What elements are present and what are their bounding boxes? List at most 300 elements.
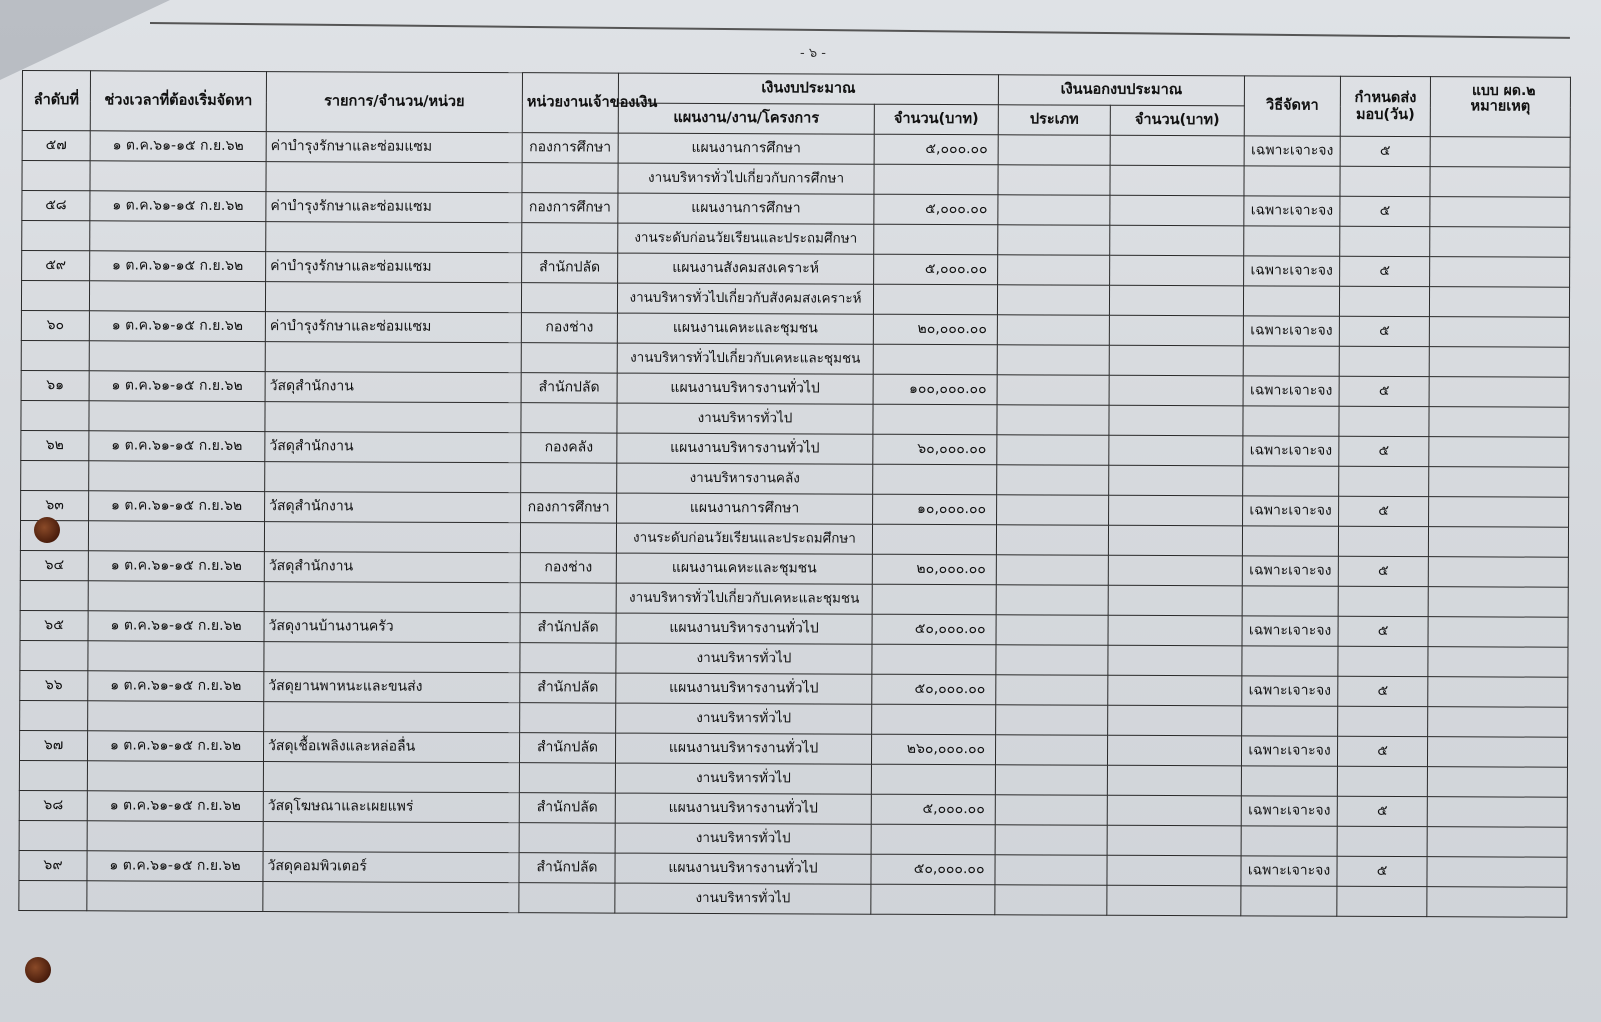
empty-cell [265, 282, 521, 313]
row-item: วัสดุงานบ้านงานครัว [264, 612, 520, 643]
row-amount: ๕,๐๐๐.๐๐ [874, 194, 998, 225]
empty-cell [88, 521, 264, 552]
row-period: ๑ ต.ค.๖๑-๑๕ ก.ย.๖๒ [89, 311, 265, 342]
empty-cell [1428, 587, 1568, 618]
empty-cell [519, 883, 615, 913]
row-owner: สำนักปลัด [520, 613, 616, 643]
empty-cell [1339, 286, 1429, 316]
row-method: เฉพาะเจาะจง [1243, 436, 1339, 466]
row-seq: ๕๘ [22, 191, 90, 221]
empty-cell [88, 641, 264, 672]
empty-cell [521, 403, 617, 433]
empty-cell [1338, 586, 1428, 616]
empty-cell [995, 825, 1107, 855]
empty-cell [264, 582, 520, 613]
empty-cell [1243, 406, 1339, 436]
row-owner: กองการศึกษา [522, 193, 618, 223]
row-sub-task: งานระดับก่อนวัยเรียนและประถมศึกษา [616, 523, 872, 554]
empty-cell [1108, 585, 1242, 616]
empty-cell [996, 645, 1108, 675]
row-plan: แผนงานบริหารงานทั่วไป [616, 613, 872, 644]
row-seq: ๖๘ [19, 790, 87, 820]
empty-cell [21, 340, 89, 370]
row-nonbudget-type [998, 195, 1110, 225]
empty-cell [520, 523, 616, 553]
row-nonbudget-type [997, 435, 1109, 465]
row-seq: ๕๙ [22, 251, 90, 281]
row-remark [1429, 437, 1569, 468]
row-owner: สำนักปลัด [521, 373, 617, 403]
row-remark [1429, 497, 1569, 528]
header-nonbudget-type: ประเภท [998, 105, 1110, 135]
row-amount: ๕,๐๐๐.๐๐ [874, 254, 998, 285]
empty-cell [521, 463, 617, 493]
row-seq: ๖๒ [21, 430, 89, 460]
row-delivery: ๕ [1339, 496, 1429, 526]
row-nonbudget-amount [1108, 555, 1242, 586]
punch-hole [34, 517, 60, 543]
row-method: เฉพาะเจาะจง [1243, 316, 1339, 346]
row-nonbudget-amount [1109, 315, 1243, 346]
empty-cell [1338, 706, 1428, 736]
header-method: วิธีจัดหา [1244, 76, 1340, 136]
empty-cell [996, 585, 1108, 615]
row-item: วัสดุโฆษณาและเผยแพร่ [263, 792, 519, 823]
empty-cell [1340, 166, 1430, 196]
empty-cell [1428, 707, 1568, 738]
row-owner: สำนักปลัด [519, 733, 615, 763]
empty-cell [519, 823, 615, 853]
empty-cell [19, 820, 87, 850]
empty-cell [1427, 767, 1567, 798]
row-sub-task: งานบริหารทั่วไป [615, 883, 871, 914]
row-remark [1428, 557, 1568, 588]
empty-cell [20, 700, 88, 730]
empty-cell [873, 464, 997, 495]
empty-cell [87, 881, 263, 912]
row-delivery: ๕ [1340, 136, 1430, 166]
row-method: เฉพาะเจาะจง [1244, 136, 1340, 166]
empty-cell [1242, 586, 1338, 616]
header-delivery: กำหนดส่งมอบ(วัน) [1340, 76, 1430, 136]
row-plan: แผนงานการศึกษา [618, 133, 874, 164]
empty-cell [997, 285, 1109, 315]
row-remark [1428, 737, 1568, 768]
row-nonbudget-amount [1107, 735, 1241, 766]
header-budget-amount: จำนวน(บาท) [874, 104, 998, 135]
empty-cell [1339, 406, 1429, 436]
row-delivery: ๕ [1340, 196, 1430, 226]
empty-cell [522, 223, 618, 253]
empty-cell [1337, 766, 1427, 796]
row-method: เฉพาะเจาะจง [1242, 676, 1338, 706]
header-seq: ลำดับที่ [22, 71, 90, 131]
empty-cell [1109, 285, 1243, 316]
row-sub-task: งานบริหารทั่วไปเกี่ยวกับสังคมสงเคราะห์ [617, 283, 873, 314]
empty-cell [1428, 527, 1568, 558]
empty-cell [1108, 525, 1242, 556]
row-sub-task: งานบริหารทั่วไป [616, 703, 872, 734]
row-delivery: ๕ [1340, 256, 1430, 286]
row-method: เฉพาะเจาะจง [1241, 856, 1337, 886]
row-nonbudget-type [995, 795, 1107, 825]
empty-cell [995, 765, 1107, 795]
empty-cell [263, 762, 519, 793]
row-owner: กองการศึกษา [521, 493, 617, 523]
empty-cell [1244, 166, 1340, 196]
procurement-table [18, 70, 1571, 918]
row-remark [1427, 797, 1567, 828]
empty-cell [1429, 407, 1569, 438]
row-item: วัสดุสำนักงาน [264, 552, 520, 583]
row-nonbudget-amount [1109, 375, 1243, 406]
empty-cell [1109, 405, 1243, 436]
row-delivery: ๕ [1339, 316, 1429, 346]
row-delivery: ๕ [1339, 436, 1429, 466]
empty-cell [873, 404, 997, 435]
empty-cell [263, 822, 519, 853]
page-number: - ๖ - [800, 46, 826, 61]
empty-cell [998, 225, 1110, 255]
row-seq: ๖๗ [19, 730, 87, 760]
row-period: ๑ ต.ค.๖๑-๑๕ ก.ย.๖๒ [90, 191, 266, 222]
empty-cell [1241, 766, 1337, 796]
row-remark [1428, 677, 1568, 708]
empty-cell [1338, 646, 1428, 676]
row-seq: ๖๙ [19, 850, 87, 880]
row-owner: สำนักปลัด [519, 793, 615, 823]
empty-cell [265, 342, 521, 373]
row-owner: กองการศึกษา [522, 133, 618, 163]
empty-cell [1430, 167, 1570, 198]
row-period: ๑ ต.ค.๖๑-๑๕ ก.ย.๖๒ [87, 791, 263, 822]
empty-cell [520, 703, 616, 733]
row-delivery: ๕ [1338, 556, 1428, 586]
empty-cell [1109, 345, 1243, 376]
empty-cell [22, 221, 90, 251]
row-seq: ๖๑ [21, 370, 89, 400]
empty-cell [87, 821, 263, 852]
empty-cell [1429, 467, 1569, 498]
empty-cell [265, 462, 521, 493]
empty-cell [520, 583, 616, 613]
empty-cell [997, 345, 1109, 375]
empty-cell [1107, 885, 1241, 916]
row-nonbudget-type [997, 315, 1109, 345]
row-sub-task: งานบริหารทั่วไป [617, 403, 873, 434]
row-amount: ๑๐,๐๐๐.๐๐ [873, 494, 997, 525]
row-owner: กองช่าง [521, 313, 617, 343]
row-nonbudget-amount [1108, 615, 1242, 646]
row-nonbudget-type [998, 135, 1110, 165]
empty-cell [1108, 705, 1242, 736]
row-item: ค่าบำรุงรักษาและซ่อมแซม [266, 252, 522, 283]
empty-cell [873, 344, 997, 375]
empty-cell [1337, 886, 1427, 916]
row-plan: แผนงานเคหะและชุมชน [617, 313, 873, 344]
row-period: ๑ ต.ค.๖๑-๑๕ ก.ย.๖๒ [89, 431, 265, 462]
row-method: เฉพาะเจาะจง [1242, 616, 1338, 646]
row-amount: ๑๐๐,๐๐๐.๐๐ [873, 374, 997, 405]
row-method: เฉพาะเจาะจง [1244, 196, 1340, 226]
row-seq: ๖๐ [21, 310, 89, 340]
empty-cell [1242, 526, 1338, 556]
empty-cell [20, 580, 88, 610]
row-nonbudget-type [998, 255, 1110, 285]
row-nonbudget-amount [1110, 135, 1244, 166]
empty-cell [1429, 287, 1569, 318]
row-plan: แผนงานบริหารงานทั่วไป [616, 673, 872, 704]
empty-cell [1338, 526, 1428, 556]
row-sub-task: งานระดับก่อนวัยเรียนและประถมศึกษา [618, 223, 874, 254]
empty-cell [1243, 346, 1339, 376]
row-period: ๑ ต.ค.๖๑-๑๕ ก.ย.๖๒ [87, 731, 263, 762]
row-amount: ๖๐,๐๐๐.๐๐ [873, 434, 997, 465]
empty-cell [265, 402, 521, 433]
table-body [19, 131, 1570, 918]
empty-cell [1339, 466, 1429, 496]
empty-cell [266, 222, 522, 253]
row-delivery: ๕ [1339, 376, 1429, 406]
row-owner: กองช่าง [520, 553, 616, 583]
row-nonbudget-amount [1107, 795, 1241, 826]
empty-cell [1244, 226, 1340, 256]
punch-hole [25, 957, 51, 983]
empty-cell [21, 460, 89, 490]
header-item: รายการ/จำนวน/หน่วย [266, 72, 522, 133]
empty-cell [1430, 227, 1570, 258]
row-delivery: ๕ [1338, 736, 1428, 766]
row-item: ค่าบำรุงรักษาและซ่อมแซม [266, 192, 522, 223]
empty-cell [21, 281, 89, 311]
row-sub-task: งานบริหารทั่วไป [616, 643, 872, 674]
row-period: ๑ ต.ค.๖๑-๑๕ ก.ย.๖๒ [88, 671, 264, 702]
row-period: ๑ ต.ค.๖๑-๑๕ ก.ย.๖๒ [87, 851, 263, 882]
row-method: เฉพาะเจาะจง [1244, 256, 1340, 286]
row-item: ค่าบำรุงรักษาและซ่อมแซม [265, 312, 521, 343]
row-nonbudget-amount [1109, 495, 1243, 526]
row-period: ๑ ต.ค.๖๑-๑๕ ก.ย.๖๒ [90, 251, 266, 282]
empty-cell [1243, 466, 1339, 496]
row-period: ๑ ต.ค.๖๑-๑๕ ก.ย.๖๒ [88, 551, 264, 582]
row-method: เฉพาะเจาะจง [1243, 376, 1339, 406]
empty-cell [21, 400, 89, 430]
empty-cell [1242, 646, 1338, 676]
empty-cell [874, 224, 998, 255]
row-nonbudget-amount [1110, 255, 1244, 286]
row-nonbudget-type [996, 615, 1108, 645]
row-plan: แผนงานเคหะและชุมชน [616, 553, 872, 584]
header-owner: หน่วยงานเจ้าของเงิน [522, 73, 618, 133]
empty-cell [1241, 826, 1337, 856]
row-seq: ๖๖ [20, 670, 88, 700]
row-amount: ๕,๐๐๐.๐๐ [871, 794, 995, 825]
empty-cell [90, 161, 266, 192]
row-item: วัสดุคอมพิวเตอร์ [263, 852, 519, 883]
empty-cell [519, 763, 615, 793]
row-owner: สำนักปลัด [519, 853, 615, 883]
empty-cell [1109, 465, 1243, 496]
table-subrow [19, 880, 1567, 917]
row-nonbudget-type [995, 735, 1107, 765]
empty-cell [998, 165, 1110, 195]
empty-cell [1427, 827, 1567, 858]
header-nonbudget-amount: จำนวน(บาท) [1110, 105, 1244, 136]
empty-cell [19, 880, 87, 910]
procurement-plan-sheet [18, 70, 1570, 918]
row-sub-task: งานบริหารทั่วไป [615, 763, 871, 794]
row-delivery: ๕ [1338, 616, 1428, 646]
row-seq: ๖๓ [21, 490, 89, 520]
row-amount: ๕๐,๐๐๐.๐๐ [872, 674, 996, 705]
empty-cell [1243, 286, 1339, 316]
header-remark: หมายเหตุ [1430, 77, 1570, 138]
row-period: ๑ ต.ค.๖๑-๑๕ ก.ย.๖๒ [90, 131, 266, 162]
row-owner: สำนักปลัด [522, 253, 618, 283]
row-plan: แผนงานบริหารงานทั่วไป [615, 793, 871, 824]
empty-cell [1108, 645, 1242, 676]
empty-cell [1107, 825, 1241, 856]
row-method: เฉพาะเจาะจง [1242, 556, 1338, 586]
row-remark [1430, 257, 1570, 288]
row-period: ๑ ต.ค.๖๑-๑๕ ก.ย.๖๒ [88, 611, 264, 642]
row-sub-task: งานบริหารทั่วไปเกี่ยวกับเคหะและชุมชน [617, 343, 873, 374]
empty-cell [88, 581, 264, 612]
row-sub-task: งานบริหารทั่วไปเกี่ยวกับเคหะและชุมชน [616, 583, 872, 614]
row-amount: ๕๐,๐๐๐.๐๐ [871, 854, 995, 885]
empty-cell [997, 465, 1109, 495]
row-period: ๑ ต.ค.๖๑-๑๕ ก.ย.๖๒ [89, 371, 265, 402]
row-nonbudget-type [997, 375, 1109, 405]
row-method: เฉพาะเจาะจง [1241, 796, 1337, 826]
empty-cell [89, 341, 265, 372]
empty-cell [1110, 165, 1244, 196]
row-item: วัสดุเชื้อเพลิงและหล่อลื่น [263, 732, 519, 763]
row-seq: ๖๔ [20, 550, 88, 580]
empty-cell [1428, 647, 1568, 678]
row-method: เฉพาะเจาะจง [1242, 736, 1338, 766]
row-plan: แผนงานสังคมสงเคราะห์ [618, 253, 874, 284]
empty-cell [19, 760, 87, 790]
empty-cell [520, 643, 616, 673]
row-remark [1427, 857, 1567, 888]
row-remark [1430, 137, 1570, 168]
row-item: วัสดุสำนักงาน [265, 492, 521, 523]
row-remark [1429, 317, 1569, 348]
row-nonbudget-amount [1107, 855, 1241, 886]
row-amount: ๒๐,๐๐๐.๐๐ [872, 554, 996, 585]
empty-cell [995, 885, 1107, 915]
row-remark [1429, 377, 1569, 408]
empty-cell [1429, 347, 1569, 378]
empty-cell [1241, 886, 1337, 916]
header-budget: เงินงบประมาณ [618, 73, 998, 105]
empty-cell [521, 283, 617, 313]
empty-cell [1337, 826, 1427, 856]
empty-cell [22, 161, 90, 191]
row-item: วัสดุสำนักงาน [265, 432, 521, 463]
empty-cell [87, 761, 263, 792]
empty-cell [264, 522, 520, 553]
row-nonbudget-type [996, 555, 1108, 585]
empty-cell [1110, 225, 1244, 256]
header-nonbudget: เงินนอกงบประมาณ [998, 75, 1244, 106]
row-nonbudget-type [995, 855, 1107, 885]
row-method: เฉพาะเจาะจง [1243, 496, 1339, 526]
empty-cell [1427, 887, 1567, 918]
empty-cell [873, 284, 997, 315]
row-item: ค่าบำรุงรักษาและซ่อมแซม [266, 132, 522, 163]
row-delivery: ๕ [1337, 796, 1427, 826]
row-amount: ๒๐,๐๐๐.๐๐ [873, 314, 997, 345]
row-owner: กองคลัง [521, 433, 617, 463]
row-seq: ๕๗ [22, 131, 90, 161]
form-code: แบบ ผด.๒ [1472, 83, 1536, 99]
empty-cell [522, 163, 618, 193]
row-seq: ๖๕ [20, 610, 88, 640]
row-delivery: ๕ [1338, 676, 1428, 706]
row-nonbudget-type [996, 675, 1108, 705]
empty-cell [263, 882, 519, 913]
row-nonbudget-amount [1110, 195, 1244, 226]
row-item: วัสดุสำนักงาน [265, 372, 521, 403]
empty-cell [266, 162, 522, 193]
row-remark [1430, 197, 1570, 228]
empty-cell [264, 642, 520, 673]
row-plan: แผนงานบริหารงานทั่วไป [617, 433, 873, 464]
row-amount: ๒๖๐,๐๐๐.๐๐ [871, 734, 995, 765]
empty-cell [89, 461, 265, 492]
empty-cell [871, 824, 995, 855]
empty-cell [89, 401, 265, 432]
row-plan: แผนงานบริหารงานทั่วไป [615, 853, 871, 884]
row-amount: ๕๐,๐๐๐.๐๐ [872, 614, 996, 645]
row-delivery: ๕ [1337, 856, 1427, 886]
row-item: วัสดุยานพาหนะและขนส่ง [264, 672, 520, 703]
empty-cell [521, 343, 617, 373]
row-owner: สำนักปลัด [520, 673, 616, 703]
empty-cell [872, 584, 996, 615]
header-period: ช่วงเวลาที่ต้องเริ่มจัดหา [90, 71, 266, 132]
empty-cell [871, 764, 995, 795]
row-amount: ๕,๐๐๐.๐๐ [874, 134, 998, 165]
empty-cell [996, 525, 1108, 555]
row-sub-task: งานบริหารทั่วไป [615, 823, 871, 854]
empty-cell [996, 705, 1108, 735]
empty-cell [20, 640, 88, 670]
empty-cell [89, 281, 265, 312]
empty-cell [1242, 706, 1338, 736]
folded-corner [0, 0, 170, 80]
empty-cell [874, 164, 998, 195]
row-nonbudget-amount [1109, 435, 1243, 466]
empty-cell [872, 524, 996, 555]
empty-cell [264, 702, 520, 733]
row-sub-task: งานบริหารงานคลัง [617, 463, 873, 494]
row-sub-task: งานบริหารทั่วไปเกี่ยวกับการศึกษา [618, 163, 874, 194]
row-nonbudget-type [997, 495, 1109, 525]
empty-cell [997, 405, 1109, 435]
row-plan: แผนงานบริหารงานทั่วไป [615, 733, 871, 764]
empty-cell [88, 701, 264, 732]
empty-cell [1107, 765, 1241, 796]
row-plan: แผนงานบริหารงานทั่วไป [617, 373, 873, 404]
empty-cell [1339, 346, 1429, 376]
row-nonbudget-amount [1108, 675, 1242, 706]
empty-cell [872, 644, 996, 675]
empty-cell [872, 704, 996, 735]
row-remark [1428, 617, 1568, 648]
